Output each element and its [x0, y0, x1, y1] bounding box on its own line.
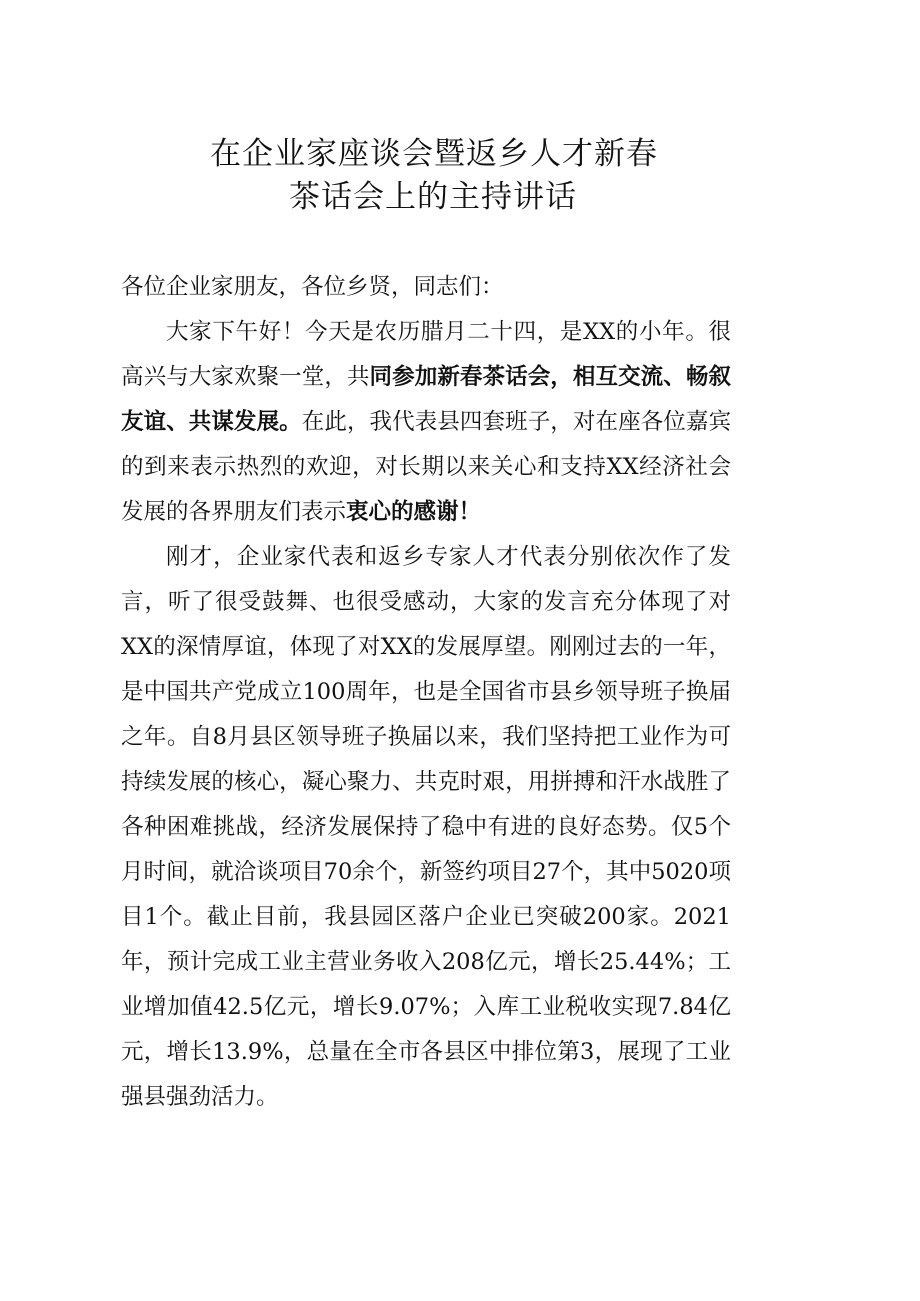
document-title-line-2: 茶话会上的主持讲话 — [289, 179, 577, 215]
paragraph-1-bold-a: 同参加新春茶话会，相互交流、畅叙友谊、共谋发展。 — [121, 364, 731, 435]
document-title-line-1: 在企业家座谈会暨返乡人才新春 — [210, 136, 658, 172]
document-body — [121, 265, 731, 1120]
salutation: 各位企业家朋友，各位乡贤，同志们： — [121, 274, 504, 300]
paragraph-2: 刚才，企业家代表和返乡专家人才代表分别依次作了发言，听了很受鼓舞、也很受感动，大家的发言充分体现了对XX的深情厚谊，体现了对XX的发展厚望。刚刚过去的一年，是中国共产党成立100周年，也是全国省市县乡领导班子换届之年。自8月县区领导班子换届以来，我们坚持把工业作为可持续发展的核心，凝心聚力、共克时艰，用拼搏和汗水战胜了各种困难挑战，经济发展保持了稳中有进的良好态势。仅5个月时间，就洽谈项目70余个，新签约项目27个，其中5020项目1个。截止目前，我县园区落户企业已突破200家。2021年，预计完成工业主营业务收入208亿元，增长25.44%；工业增加值42.5亿元，增长9.07%；入库工业税收实现7.84亿元，增长13.9%，总量在全市各县区中排位第3，展现了工业强县强劲活力。 — [121, 544, 731, 1110]
paragraph-1-text-b: 在此，我代表县四套班子，对在座各位嘉宾的到来表示热烈的欢迎，对长期以来关心和支持XX经济社会发展的各界朋友们表示 — [121, 409, 731, 525]
paragraph-1-bold-b: 衷心的感谢！ — [346, 499, 482, 525]
paragraph-1-text-a: 大家下午好！今天是农历腊月二十四，是XX的小年。很高兴与大家欢聚一堂，共 — [121, 319, 731, 390]
paragraph-1 — [121, 310, 731, 535]
